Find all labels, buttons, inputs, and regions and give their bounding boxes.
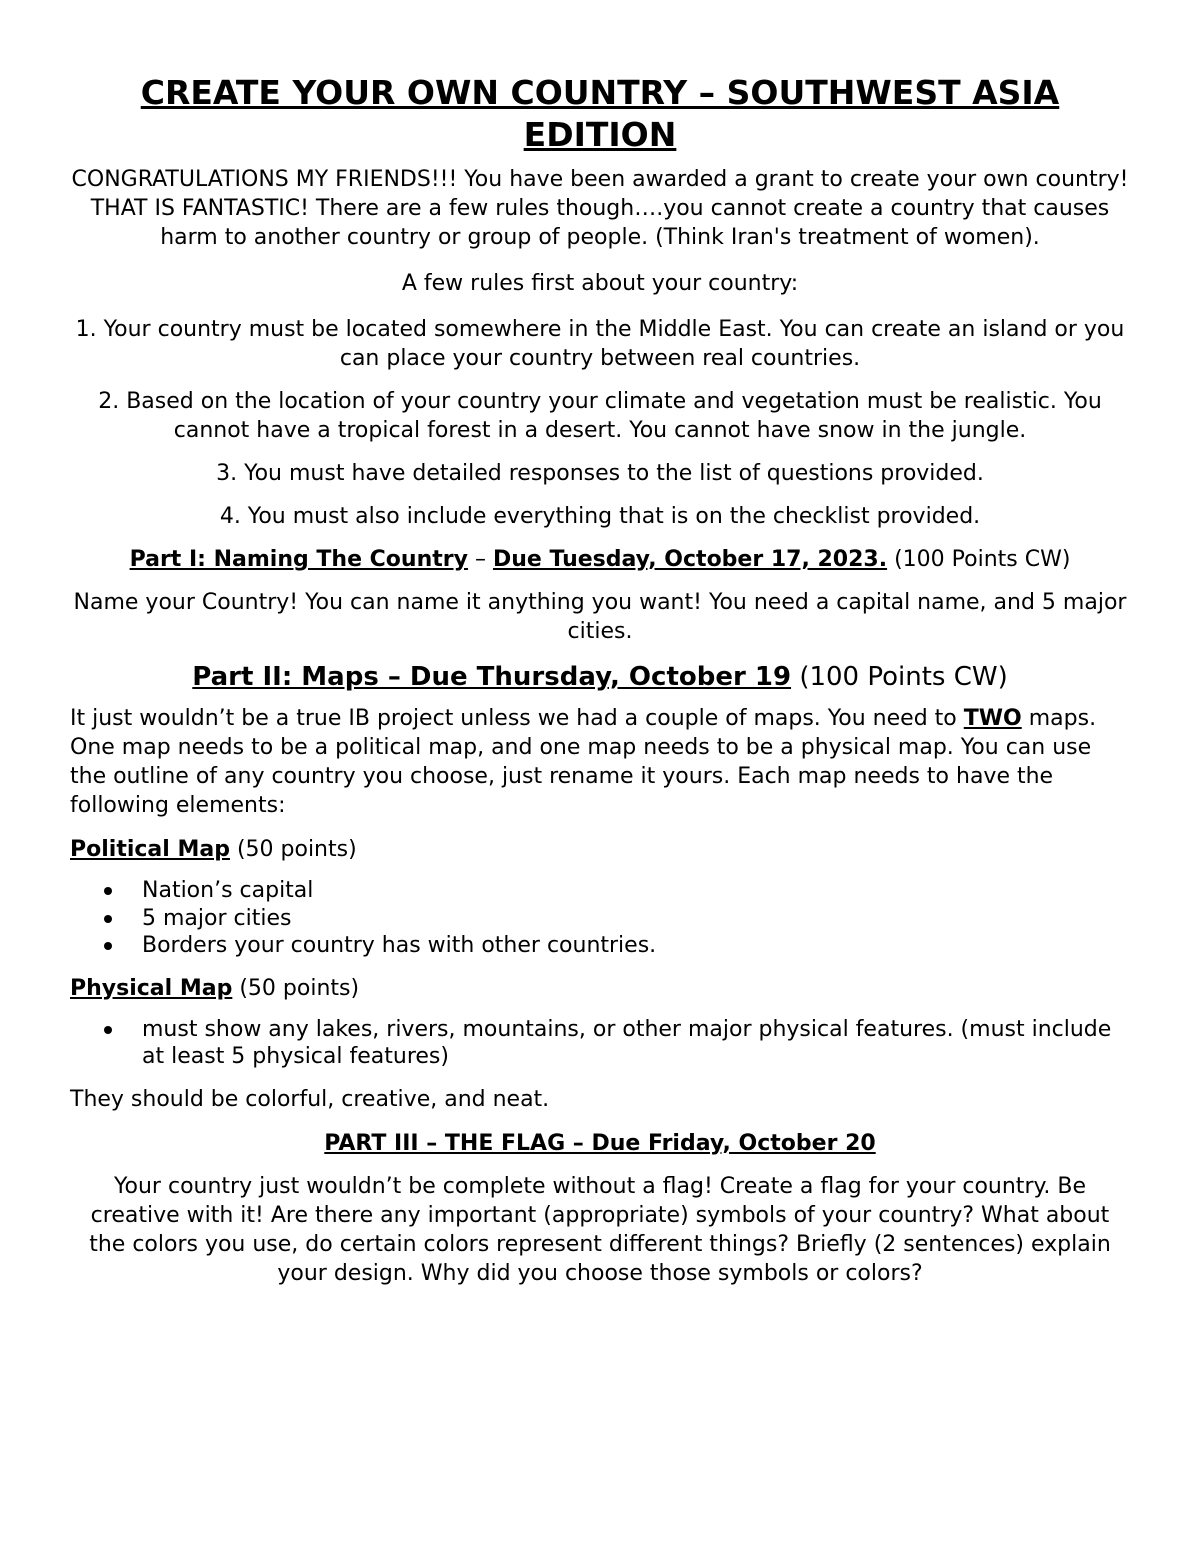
physical-map-list bbox=[70, 1016, 1130, 1071]
part1-points: (100 Points CW) bbox=[894, 547, 1071, 572]
list-item bbox=[70, 1016, 1130, 1071]
part2-points: (100 Points CW) bbox=[799, 662, 1008, 692]
bullet-icon bbox=[104, 887, 112, 895]
rule-3: 3. You must have detailed responses to the list of questions provided. bbox=[216, 461, 984, 486]
list-item bbox=[70, 905, 1130, 933]
part2-heading bbox=[70, 660, 1130, 694]
political-map-heading bbox=[70, 835, 1130, 864]
part3-text: Your country just wouldn’t be complete without a flag! Create a flag for your country. Be creative with it! Are there any important (appropriate) symbols of your country? What about the colors you use, do certain colors represent different things? Briefly (2 sentences) explain your design. Why did you choose those symbols or colors? bbox=[89, 1173, 1111, 1286]
part1-title: Part I: Naming The Country bbox=[129, 547, 468, 572]
maps-closing: They should be colorful, creative, and neat. bbox=[70, 1086, 550, 1112]
part2-text-before: It just wouldn’t be a true IB project unless we had a couple of maps. You need to bbox=[70, 706, 957, 731]
physical-map-label: Physical Map bbox=[70, 975, 233, 1001]
intro-paragraph: CONGRATULATIONS MY FRIENDS!!! You have been awarded a grant to create your own country! THAT IS FANTASTIC! There are a few rules though….you cannot create a country that causes harm to another country or group of people. (Think Iran's treatment of women). bbox=[71, 167, 1129, 250]
part1-heading bbox=[70, 545, 1130, 574]
part1-due: Due Tuesday, October 17, 2023. bbox=[492, 547, 888, 572]
part2-text-after: maps. One map needs to be a political map, and one map needs to be a physical map. You can use the outline of any country you choose, just rename it yours. Each map needs to have the following elements: bbox=[70, 706, 1097, 818]
rules-heading: A few rules first about your country: bbox=[401, 271, 799, 296]
document-title: CREATE YOUR OWN COUNTRY – SOUTHWEST ASIA EDITION bbox=[140, 73, 1060, 154]
rule-2: 2. Based on the location of your country your climate and vegetation must be realistic. You cannot have a tropical forest in a desert. You cannot have snow in the jungle. bbox=[98, 389, 1102, 443]
physical-map-heading bbox=[70, 974, 1130, 1003]
list-item bbox=[70, 932, 1130, 960]
part2-text bbox=[70, 704, 1130, 820]
rule-4: 4. You must also include everything that is on the checklist provided. bbox=[219, 504, 981, 529]
bullet-icon bbox=[104, 1026, 112, 1034]
part2-text-emphasis: TWO bbox=[963, 706, 1022, 731]
physical-map-points: (50 points) bbox=[239, 975, 360, 1001]
bullet-icon bbox=[104, 915, 112, 923]
political-map-label: Political Map bbox=[70, 837, 230, 862]
part1-dash: – bbox=[474, 547, 486, 572]
list-item bbox=[70, 877, 1130, 905]
part2-title: Part II: Maps – Due Thursday, October 19 bbox=[192, 662, 792, 692]
political-map-points: (50 points) bbox=[236, 837, 357, 862]
list-item-text: Borders your country has with other countries. bbox=[142, 933, 657, 958]
list-item-text: must show any lakes, rivers, mountains, or other major physical features. (must include at least 5 physical features) bbox=[142, 1016, 1112, 1069]
part3-title: PART III – THE FLAG – Due Friday, October 20 bbox=[324, 1130, 876, 1156]
political-map-list bbox=[70, 877, 1130, 960]
list-item-text: 5 major cities bbox=[142, 905, 292, 931]
document-page bbox=[70, 68, 1130, 1288]
rule-1: 1. Your country must be located somewhere in the Middle East. You can create an island or you can place your country between real countries. bbox=[75, 317, 1125, 371]
list-item-text: Nation’s capital bbox=[142, 878, 314, 903]
part1-text: Name your Country! You can name it anything you want! You need a capital name, and 5 major cities. bbox=[73, 590, 1127, 644]
bullet-icon bbox=[104, 942, 112, 950]
part3-heading bbox=[70, 1129, 1130, 1158]
